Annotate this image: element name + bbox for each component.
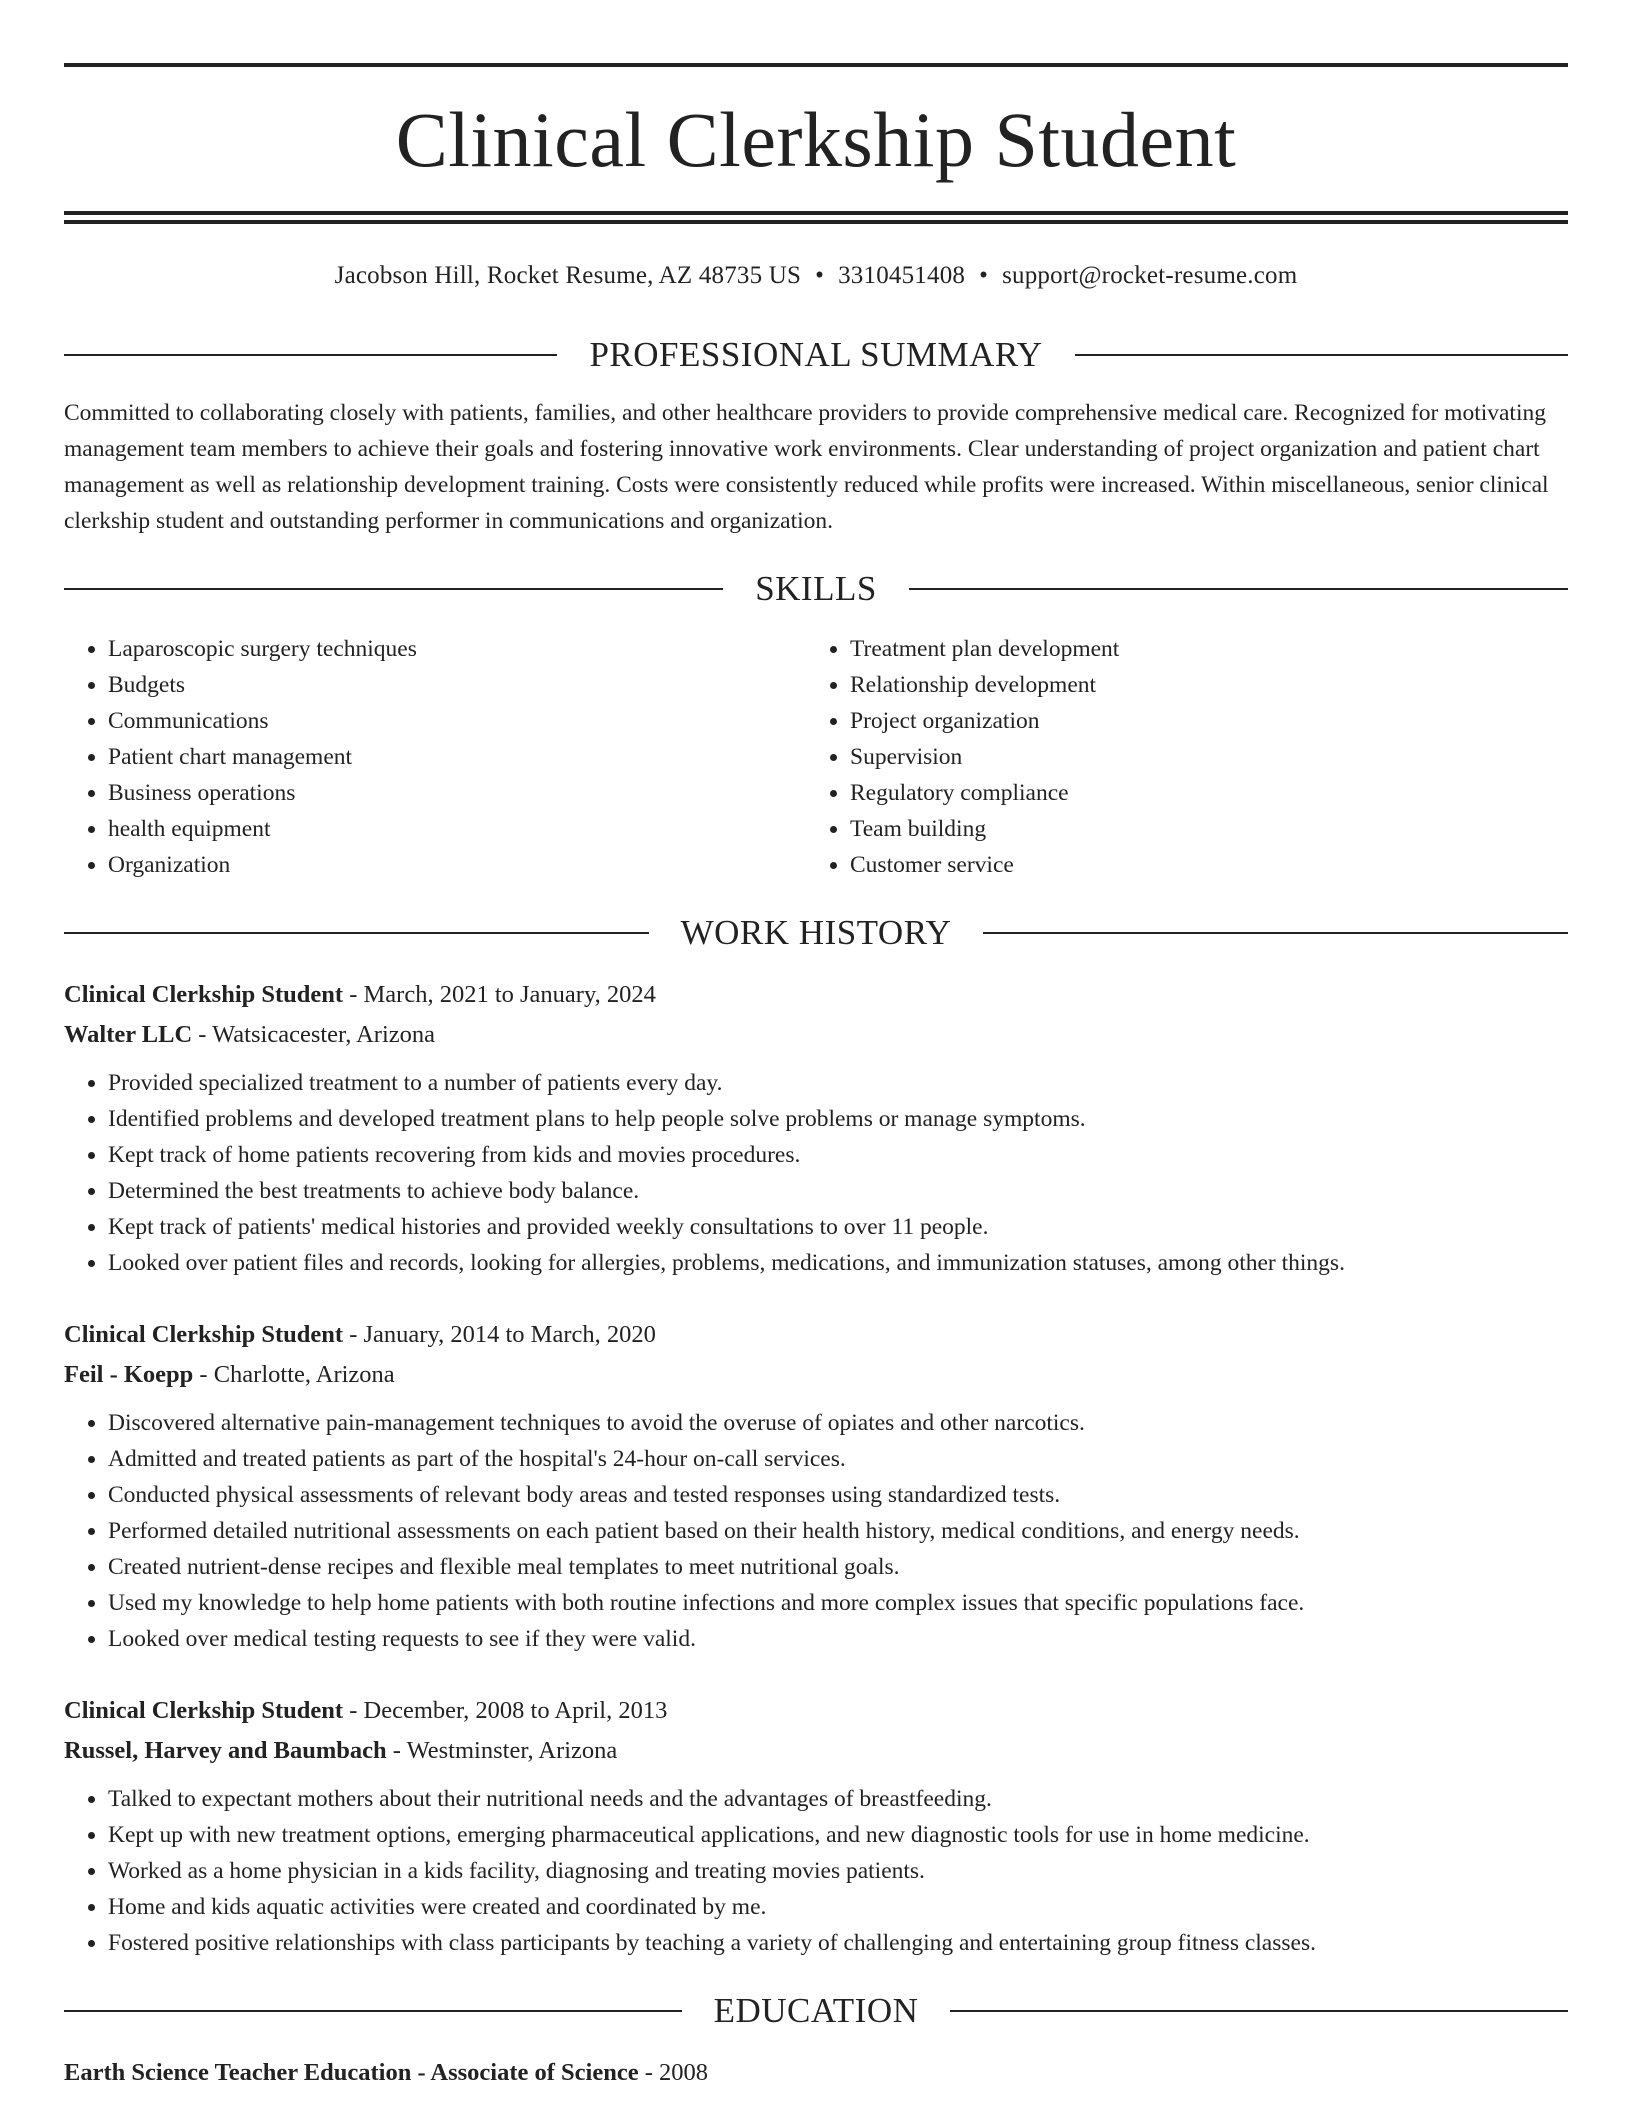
job-bullet: • Kept track of patients' medical histories and provided weekly consultations to over 11 people. (108, 1209, 1568, 1245)
job-location: - Westminster, Arizona (386, 1737, 618, 1764)
job-entry (64, 975, 1568, 1281)
job-entry (64, 1691, 1568, 1961)
job-dates: - December, 2008 to April, 2013 (343, 1697, 668, 1724)
job-title: Clinical Clerkship Student (64, 1321, 344, 1348)
job-bullet: • Kept up with new treatment options, emerging pharmaceutical applications, and new diagnostic tools for use in home medicine. (108, 1817, 1568, 1853)
job-title-row (64, 1691, 1568, 1731)
job-bullet: • Determined the best treatments to achieve body balance. (108, 1173, 1568, 1209)
job-title-row (64, 1315, 1568, 1355)
divider-line (909, 588, 1568, 590)
divider-line (1075, 354, 1568, 356)
divider-line (64, 2010, 682, 2012)
work-history-heading (64, 913, 1568, 953)
job-company-row (64, 1015, 1568, 1055)
education-heading (64, 1991, 1568, 2031)
job-bullets (64, 1781, 1568, 1961)
job-company-row (64, 1355, 1568, 1395)
job-bullets (64, 1405, 1568, 1657)
section-title: PROFESSIONAL SUMMARY (589, 335, 1043, 374)
skill-item: • Business operations (108, 775, 806, 811)
divider-line (950, 2010, 1568, 2012)
job-title-row (64, 975, 1568, 1015)
skill-item: • Communications (108, 703, 806, 739)
contact-separator: • (815, 262, 825, 289)
job-bullet: • Created nutrient-dense recipes and flexible meal templates to meet nutritional goals. (108, 1549, 1568, 1585)
education-year: - 2008 (638, 2059, 708, 2086)
job-bullet: • Admitted and treated patients as part of the hospital's 24-hour on-call services. (108, 1441, 1568, 1477)
job-bullet: • Provided specialized treatment to a number of patients every day. (108, 1065, 1568, 1101)
skill-item: • Treatment plan development (850, 631, 1548, 667)
education-entry (64, 2053, 1568, 2093)
job-bullet: • Home and kids aquatic activities were created and coordinated by me. (108, 1889, 1568, 1925)
skill-item: • Budgets (108, 667, 806, 703)
job-location: - Charlotte, Arizona (193, 1361, 395, 1388)
resume-title: Clinical Clerkship Student (395, 96, 1237, 183)
contact-line (64, 261, 1568, 291)
summary-text: Committed to collaborating closely with patients, families, and other healthcare providers to provide comprehensive medical care. Recognized for motivating management team members to achieve their goals and fostering innovative work environments. Clear understanding of project organization and patient chart management as well as relationship development training. Costs were consistently reduced while profits were increased. Within miscellaneous, senior clinical clerkship student and outstanding performer in communications and organization. (64, 400, 1549, 534)
header-top-rule (64, 63, 1568, 67)
contact-separator: • (979, 262, 989, 289)
job-company: Walter LLC (64, 1021, 193, 1048)
job-bullet: • Looked over patient files and records, looking for allergies, problems, medications, and immunization statuses, among other things. (108, 1245, 1568, 1281)
contact-phone: 3310451408 (838, 262, 966, 289)
job-bullet: • Worked as a home physician in a kids facility, diagnosing and treating movies patients. (108, 1853, 1568, 1889)
skills-list (64, 631, 1568, 883)
divider-line (64, 354, 557, 356)
contact-email: support@rocket-resume.com (1002, 262, 1298, 289)
skill-item: • Supervision (850, 739, 1548, 775)
skills-column-left (64, 631, 806, 883)
skill-item: • Project organization (850, 703, 1548, 739)
job-bullet: • Talked to expectant mothers about their nutritional needs and the advantages of breastfeeding. (108, 1781, 1568, 1817)
job-company: Russel, Harvey and Baumbach (64, 1737, 387, 1764)
job-bullet: • Fostered positive relationships with class participants by teaching a variety of challenging and entertaining group fitness classes. (108, 1925, 1568, 1961)
skill-item: • Patient chart management (108, 739, 806, 775)
job-bullet: • Discovered alternative pain-management techniques to avoid the overuse of opiates and other narcotics. (108, 1405, 1568, 1441)
skill-item: • health equipment (108, 811, 806, 847)
resume-page (64, 0, 1568, 2093)
job-bullets (64, 1065, 1568, 1281)
contact-address: Jacobson Hill, Rocket Resume, AZ 48735 US (334, 262, 802, 289)
education-degree: Earth Science Teacher Education - Associate of Science (64, 2059, 639, 2086)
skill-item: • Team building (850, 811, 1548, 847)
section-title: SKILLS (755, 569, 877, 608)
skills-heading (64, 569, 1568, 609)
skill-item: • Laparoscopic surgery techniques (108, 631, 806, 667)
divider-line (64, 932, 649, 934)
job-dates: - January, 2014 to March, 2020 (343, 1321, 656, 1348)
job-bullet: • Identified problems and developed treatment plans to help people solve problems or manage symptoms. (108, 1101, 1568, 1137)
job-bullet: • Conducted physical assessments of relevant body areas and tested responses using standardized tests. (108, 1477, 1568, 1513)
job-company: Feil - Koepp (64, 1361, 194, 1388)
section-title: EDUCATION (713, 1991, 919, 2030)
job-title: Clinical Clerkship Student (64, 981, 344, 1008)
job-entry (64, 1315, 1568, 1657)
section-title: WORK HISTORY (680, 913, 952, 952)
job-dates: - March, 2021 to January, 2024 (343, 981, 656, 1008)
header-bottom-rule-2 (64, 220, 1568, 224)
job-bullet: • Kept track of home patients recovering from kids and movies procedures. (108, 1137, 1568, 1173)
job-bullet: • Looked over medical testing requests to see if they were valid. (108, 1621, 1568, 1657)
skills-column-right (806, 631, 1548, 883)
divider-line (64, 588, 723, 590)
summary-heading (64, 335, 1568, 375)
skill-item: • Customer service (850, 847, 1548, 883)
header-bottom-rule (64, 211, 1568, 215)
job-bullet: • Used my knowledge to help home patients with both routine infections and more complex issues that specific populations face. (108, 1585, 1568, 1621)
job-bullet: • Performed detailed nutritional assessments on each patient based on their health history, medical conditions, and energy needs. (108, 1513, 1568, 1549)
skill-item: • Relationship development (850, 667, 1548, 703)
skill-item: • Regulatory compliance (850, 775, 1548, 811)
divider-line (983, 932, 1568, 934)
job-location: - Watsicacester, Arizona (192, 1021, 436, 1048)
skill-item: • Organization (108, 847, 806, 883)
job-company-row (64, 1731, 1568, 1771)
job-title: Clinical Clerkship Student (64, 1697, 344, 1724)
